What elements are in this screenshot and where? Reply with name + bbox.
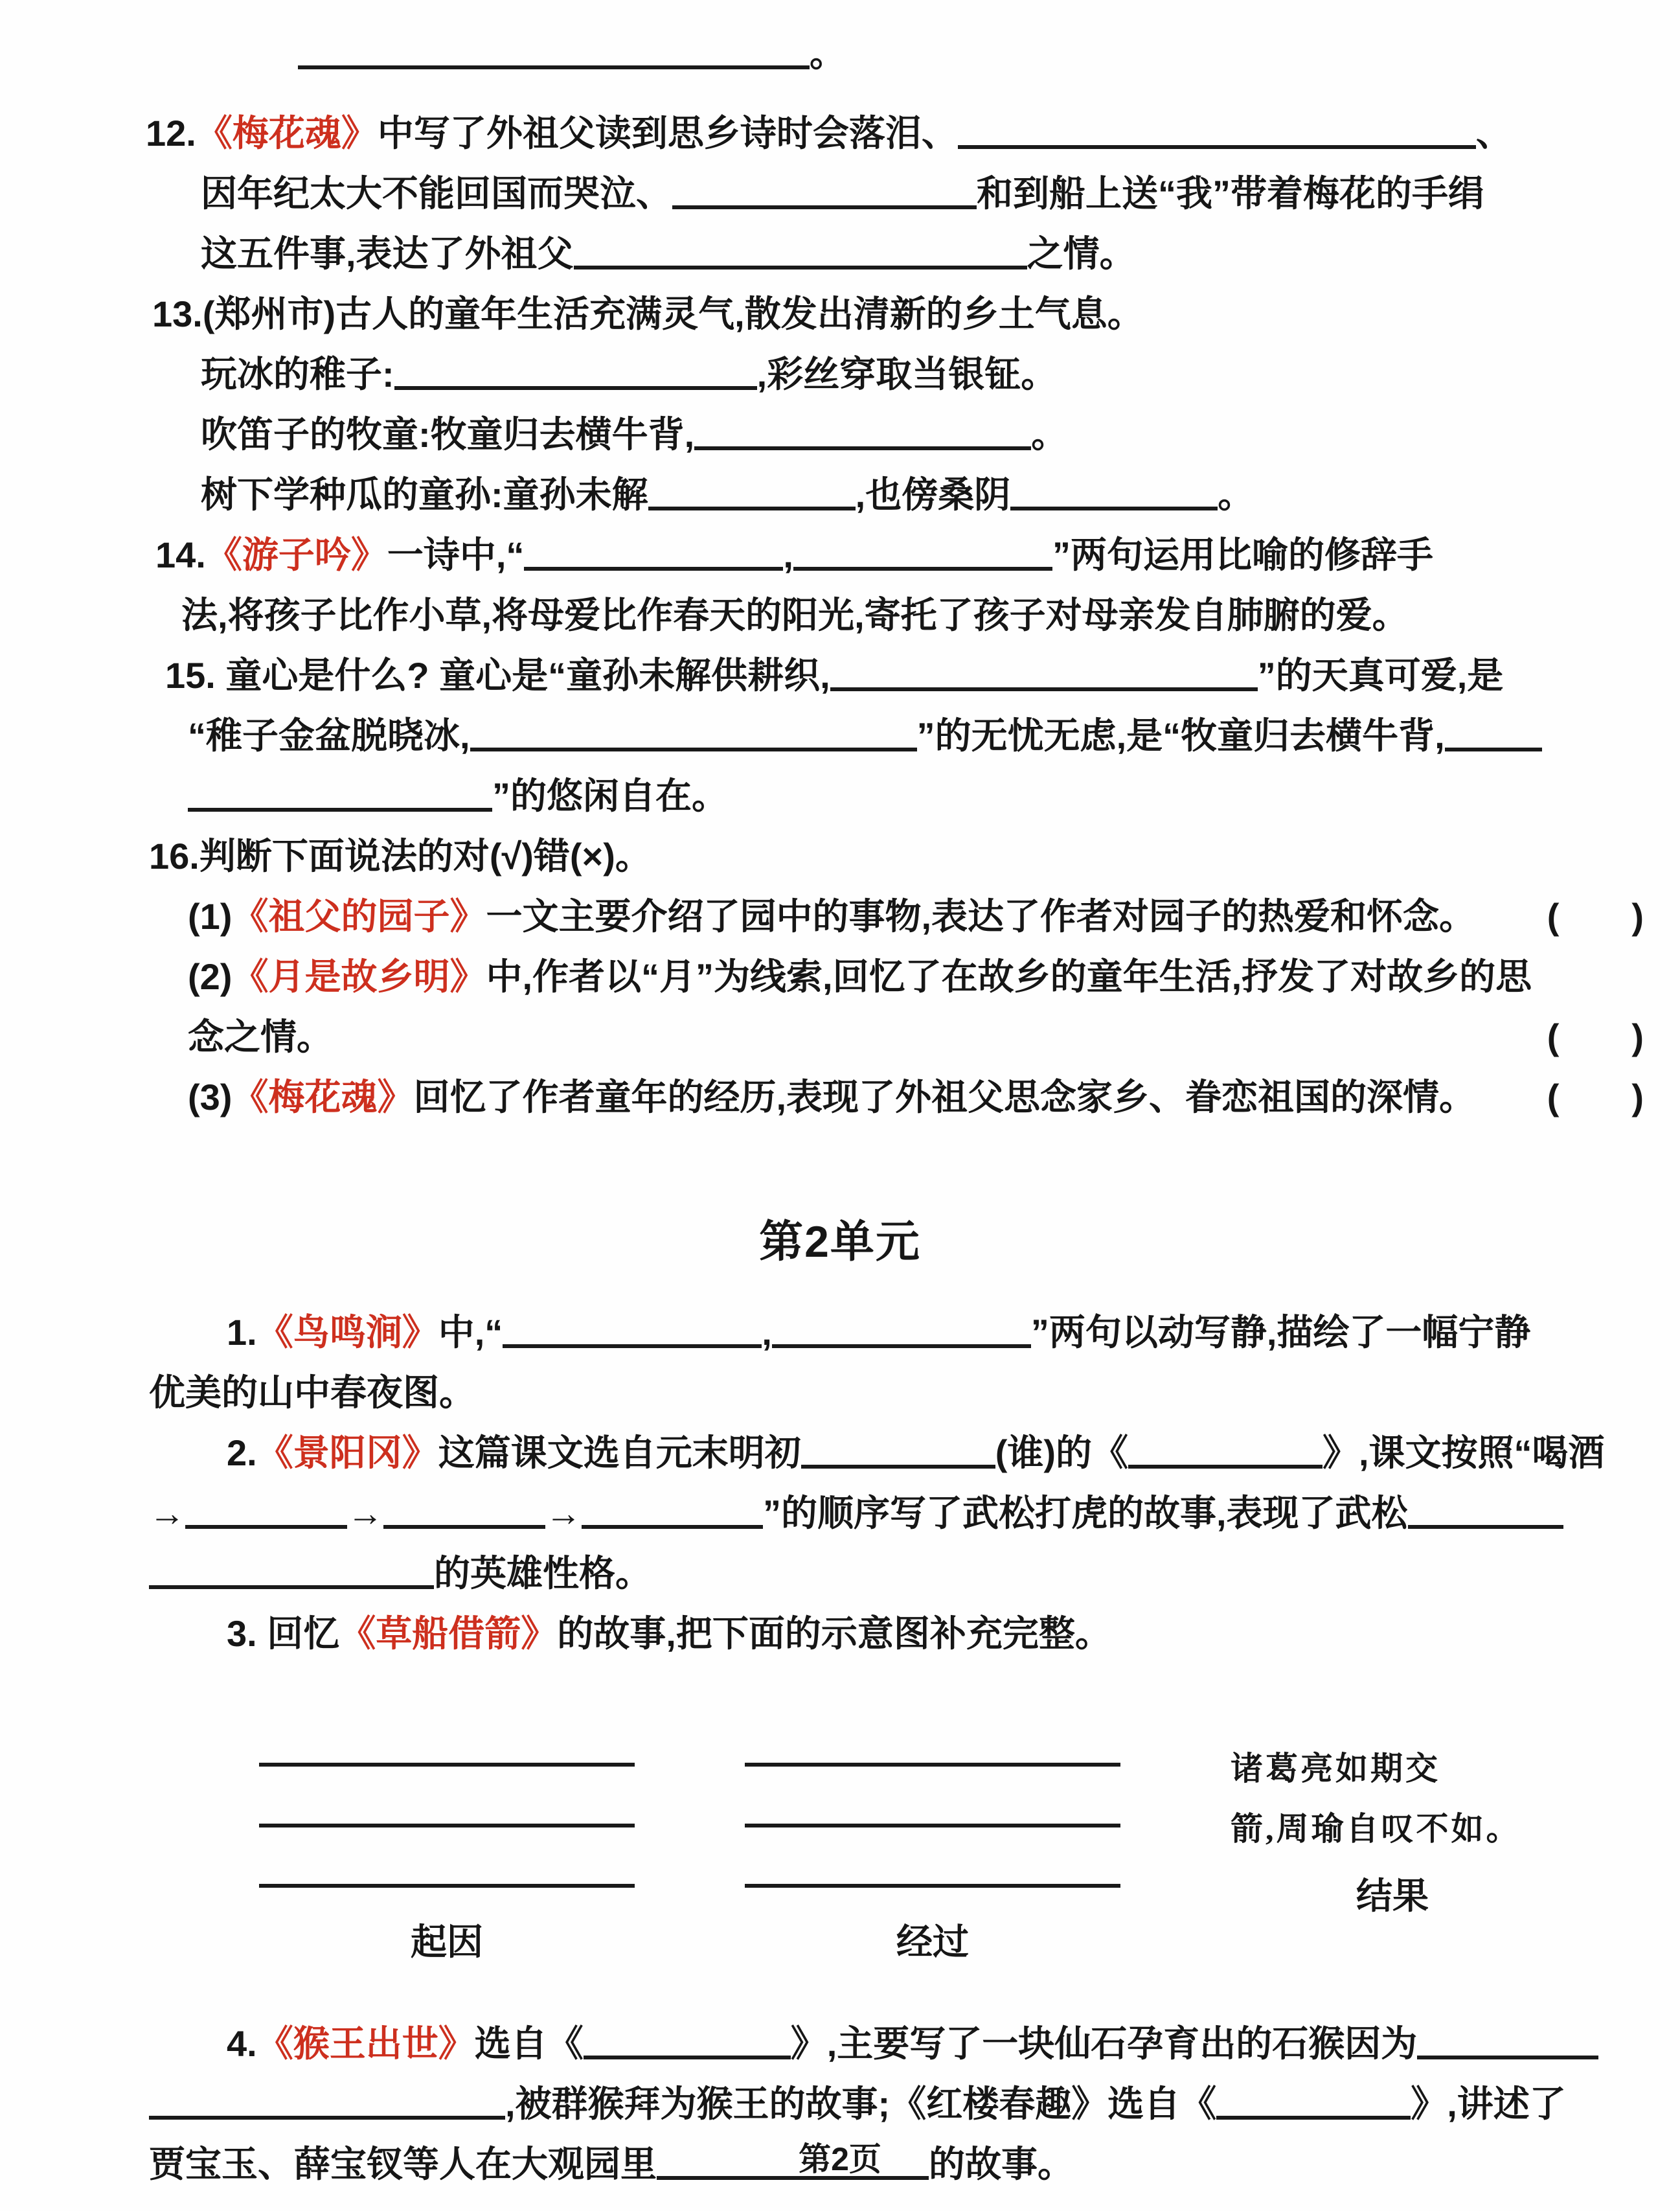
- s2q2-line2: [0, 1474, 1680, 1534]
- s2q4-line1: [0, 2004, 1680, 2065]
- text-segment: ”两句运用比喻的修辞手: [1052, 534, 1433, 575]
- text-segment: →: [545, 1492, 582, 1533]
- result-label: 结果: [1356, 1875, 1429, 1916]
- text-segment: 的故事。: [929, 2143, 1074, 2184]
- s2q2-line3: [0, 1534, 1680, 1594]
- text-segment: ”的悠闲自在。: [492, 775, 728, 816]
- blank-underline: [584, 2048, 791, 2059]
- blank-underline: [470, 740, 917, 751]
- text-segment: ,: [762, 1311, 772, 1353]
- text-segment: →: [149, 1492, 185, 1533]
- s2q2-line1: [0, 1414, 1680, 1474]
- text-segment: 玩冰的稚子:: [201, 353, 394, 395]
- text-segment: ”的无忧无虑,是“牧童归去横牛背,: [916, 715, 1445, 756]
- blank-underline: [1445, 740, 1542, 751]
- book-title: 《鸟鸣涧》: [256, 1311, 438, 1353]
- text-segment: 贾宝玉、薛宝钗等人在大观园里: [149, 2143, 657, 2184]
- text-segment: 优美的山中春夜图。: [149, 1371, 475, 1413]
- blank-underline: [259, 1706, 635, 1767]
- q15-line3: [0, 757, 1680, 817]
- blank-underline: [648, 499, 856, 510]
- text-segment: 》,主要写了一块仙石孕育出的石猴因为: [790, 2022, 1418, 2064]
- blank-underline: [672, 198, 977, 209]
- q16-item2-line2: [0, 998, 1680, 1058]
- blank-underline: [298, 58, 810, 69]
- text-segment: (谁)的《: [995, 1432, 1128, 1473]
- blank-underline: [1216, 2108, 1411, 2120]
- text-segment: 1.: [227, 1311, 257, 1353]
- book-title: 《草船借箭》: [339, 1612, 558, 1654]
- blank-underline: [772, 1336, 1031, 1348]
- s2q1-line2: [0, 1353, 1680, 1414]
- q16-line: [0, 817, 1680, 877]
- text-segment: ”的天真可爱,是: [1257, 654, 1504, 696]
- q13-line1: [0, 275, 1680, 335]
- book-title: 《梅花魂》: [232, 1076, 414, 1117]
- blank-underline: [185, 1517, 347, 1529]
- text-segment: 15. 童心是什么? 童心是“童孙未解供耕织,: [165, 654, 830, 696]
- text-segment: 。: [810, 32, 846, 74]
- q15-line2: [0, 696, 1680, 757]
- text-segment: 12.: [146, 112, 196, 154]
- text-segment: 。: [1031, 413, 1068, 455]
- text-segment: ,也傍桑阴: [855, 474, 1011, 515]
- blank-underline: [1417, 2048, 1598, 2059]
- text-segment: (3): [188, 1076, 233, 1117]
- q12-line2: [0, 154, 1680, 214]
- s2q3-line: [0, 1594, 1680, 1655]
- text-segment: 念之情。: [188, 1016, 333, 1057]
- continuation-line: [0, 14, 1680, 74]
- q16-item3: [0, 1058, 1680, 1118]
- section2-title: [0, 1170, 1680, 1267]
- diagram-col-result: [1231, 1706, 1554, 1965]
- text-segment: 吹笛子的牧童:牧童归去横牛背,: [201, 413, 695, 455]
- book-title: 《月是故乡明》: [232, 956, 486, 997]
- blank-underline: [259, 1767, 635, 1827]
- text-segment: 回忆了作者童年的经历,表现了外祖父思念家乡、眷恋祖国的深情。: [413, 1076, 1476, 1117]
- blank-underline: [793, 559, 1052, 571]
- page-number: 第2页: [799, 2141, 881, 2177]
- q13-line2: [0, 335, 1680, 395]
- text-segment: 13.(郑州市)古人的童年生活充满灵气,散发出清新的乡土气息。: [152, 293, 1144, 334]
- blank-underline: [958, 137, 1476, 149]
- blank-underline: [524, 559, 783, 571]
- q16-item2-line1: [0, 937, 1680, 998]
- story-diagram: [0, 1706, 1680, 1965]
- text-segment: 》,课文按照“喝酒: [1322, 1432, 1605, 1473]
- text-segment: ( ): [1547, 895, 1680, 937]
- book-title: 《游子吟》: [205, 534, 387, 575]
- diagram-col-cause: [259, 1706, 635, 1965]
- book-title: 《祖父的园子》: [232, 895, 486, 937]
- blank-underline: [259, 1827, 635, 1888]
- text-segment: →: [347, 1492, 383, 1533]
- result-text-line1: 诸葛亮如期交: [1231, 1750, 1440, 1787]
- text-segment: ,彩丝穿取当银钲。: [756, 353, 1058, 395]
- text-segment: 选自《: [474, 2022, 584, 2064]
- q15-line1: [0, 636, 1680, 696]
- blank-underline: [188, 800, 492, 812]
- text-segment: (1): [188, 895, 233, 937]
- book-title: 《梅花魂》: [196, 112, 378, 154]
- worksheet-lines-top: [0, 14, 1680, 1655]
- text-segment: 中,作者以“月”为线索,回忆了在故乡的童年生活,抒发了对故乡的思: [486, 956, 1532, 997]
- text-segment: 》,讲述了: [1411, 2083, 1566, 2124]
- text-segment: 、: [1475, 112, 1512, 154]
- blank-underline: [1408, 1517, 1563, 1529]
- text-segment: ”两句以动写静,描绘了一幅宁静: [1030, 1311, 1531, 1353]
- text-segment: ,: [783, 534, 793, 575]
- text-segment: 之情。: [1027, 233, 1136, 274]
- blank-underline: [745, 1827, 1120, 1888]
- text-segment: 的故事,把下面的示意图补充完整。: [557, 1612, 1111, 1654]
- blank-underline: [801, 1457, 995, 1469]
- blank-underline: [745, 1706, 1120, 1767]
- text-segment: 4.: [227, 2022, 257, 2064]
- text-segment: 这五件事,表达了外祖父: [201, 233, 574, 274]
- text-segment: (2): [188, 956, 233, 997]
- q16-item1: [0, 877, 1680, 937]
- text-segment: 2.: [227, 1432, 257, 1473]
- text-segment: ,被群猴拜为猴王的故事;《红楼春趣》选自《: [505, 2083, 1217, 2124]
- text-segment: 因年纪太大不能回国而哭泣、: [201, 172, 672, 214]
- blank-underline: [1128, 1457, 1322, 1469]
- text-segment: 中,“: [438, 1311, 503, 1353]
- text-segment: “稚子金盆脱晓冰,: [188, 715, 470, 756]
- text-segment: 的英雄性格。: [434, 1552, 652, 1594]
- text-segment: ( ): [1547, 1016, 1680, 1057]
- result-text-line2: 箭,周瑜自叹不如。: [1231, 1810, 1521, 1847]
- q12-line3: [0, 214, 1680, 275]
- cause-label: 起因: [411, 1921, 483, 1962]
- q14-line2: [0, 576, 1680, 636]
- text-segment: 法,将孩子比作小草,将母爱比作春天的阳光,寄托了孩子对母亲发自肺腑的爱。: [181, 594, 1409, 636]
- s2q4-line2: [0, 2065, 1680, 2125]
- q12-line1: [0, 94, 1680, 154]
- q13-line3: [0, 395, 1680, 455]
- result-text: [1231, 1706, 1554, 1859]
- s2q1-line1: [0, 1293, 1680, 1353]
- text-segment: 14.: [155, 534, 206, 575]
- diagram-col-process: [745, 1706, 1120, 1965]
- text-segment: 一文主要介绍了园中的事物,表达了作者对园子的热爱和怀念。: [486, 895, 1476, 937]
- blank-underline: [383, 1517, 545, 1529]
- text-segment: 第2单元: [759, 1217, 921, 1266]
- blank-underline: [149, 1577, 434, 1589]
- book-title: 《猴王出世》: [256, 2022, 475, 2064]
- text-segment: 和到船上送“我”带着梅花的手绢: [977, 172, 1484, 214]
- blank-underline: [1010, 499, 1218, 510]
- blank-underline: [503, 1336, 762, 1348]
- blank-underline: [830, 680, 1258, 691]
- text-segment: ”的顺序写了武松打虎的故事,表现了武松: [763, 1492, 1408, 1533]
- book-title: 《景阳冈》: [256, 1432, 438, 1473]
- q13-line4: [0, 455, 1680, 516]
- blank-underline: [149, 2108, 505, 2120]
- text-segment: 这篇课文选自元末明初: [438, 1432, 801, 1473]
- text-segment: 树下学种瓜的童孙:童孙未解: [201, 474, 648, 515]
- blank-underline: [694, 439, 1031, 450]
- blank-underline: [582, 1517, 763, 1529]
- blank-underline: [745, 1767, 1120, 1827]
- text-segment: ( ): [1547, 1076, 1680, 1117]
- text-segment: 一诗中,“: [387, 534, 525, 575]
- text-segment: 中写了外祖父读到思乡诗时会落泪、: [377, 112, 958, 154]
- blank-underline: [574, 258, 1027, 269]
- text-segment: 16.判断下面说法的对(√)错(×)。: [149, 835, 652, 876]
- q14-line1: [0, 516, 1680, 576]
- blank-underline: [394, 378, 757, 390]
- process-label: 经过: [896, 1921, 969, 1962]
- text-segment: 3. 回忆: [227, 1612, 340, 1654]
- text-segment: 。: [1218, 474, 1254, 515]
